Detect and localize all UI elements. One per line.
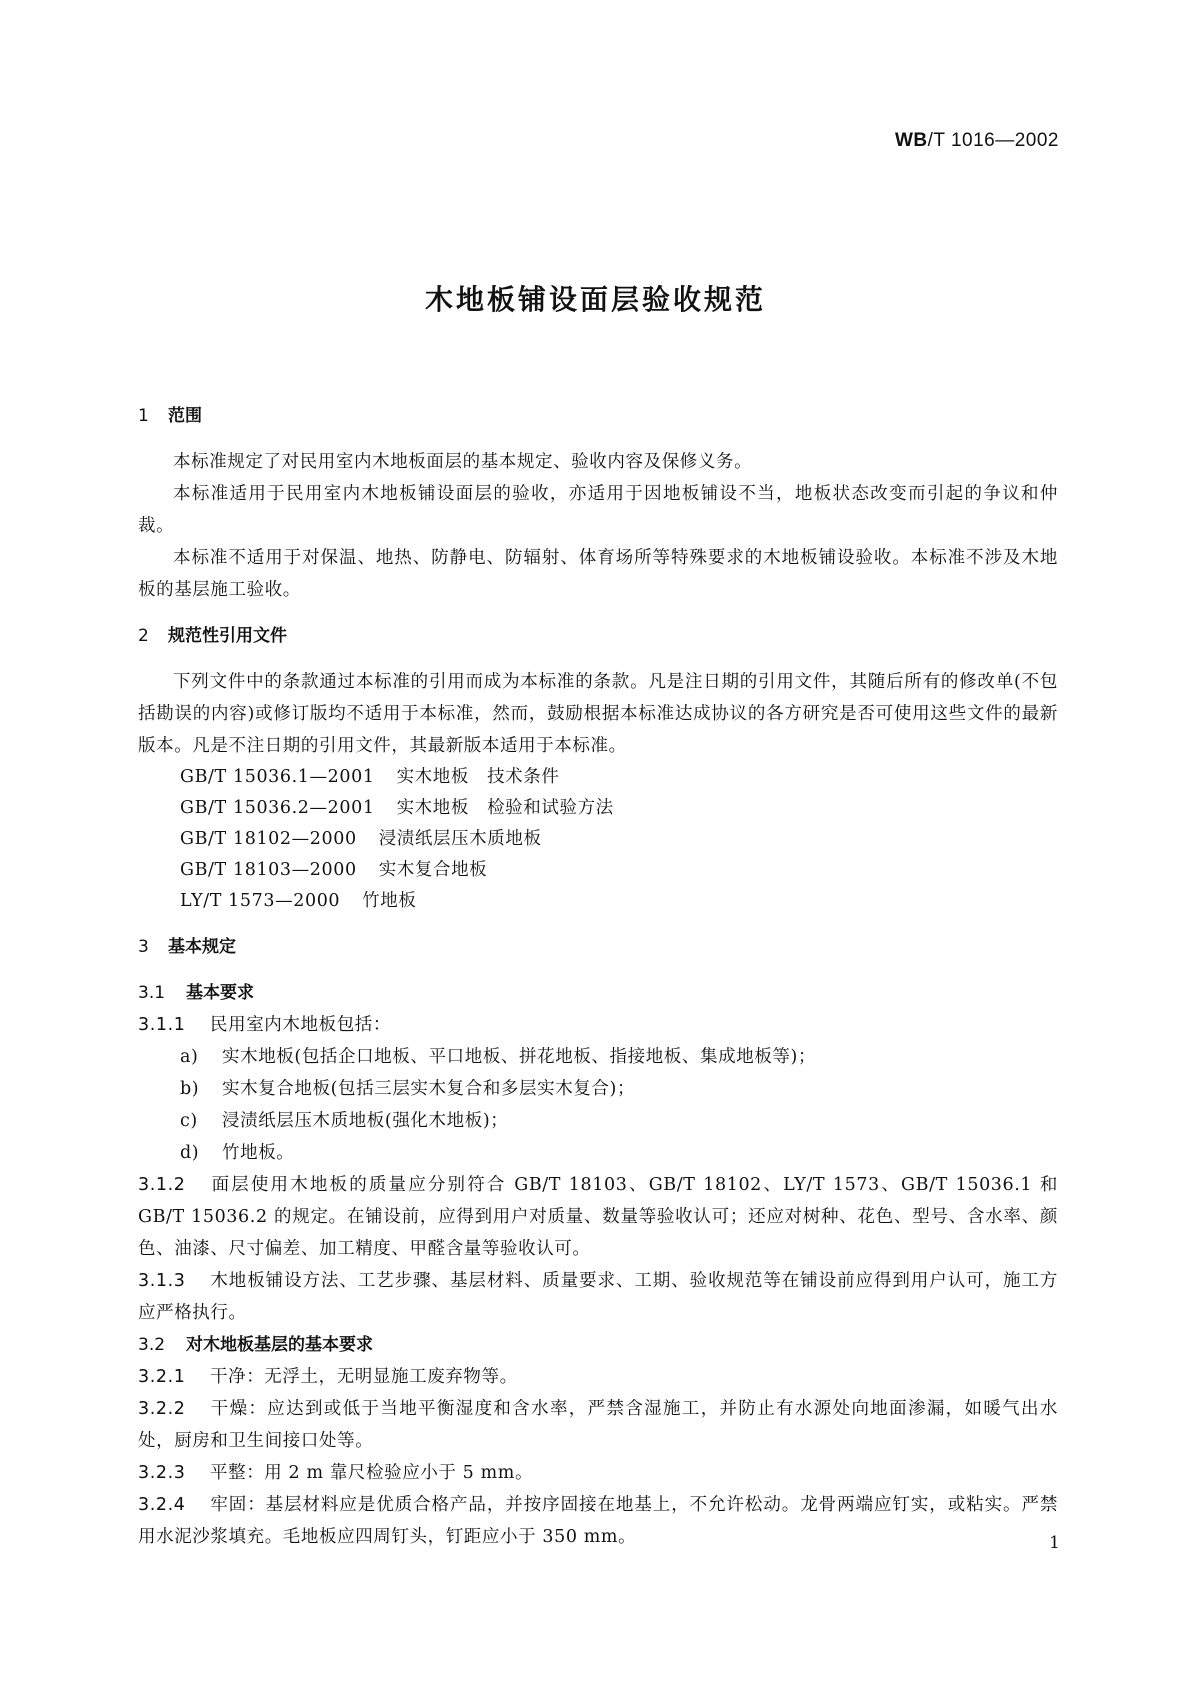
list-item: c) 浸渍纸层压木质地板(强化木地板)； bbox=[180, 1111, 509, 1131]
clause-3-1-3: 3.1.3 木地板铺设方法、工艺步骤、基层材料、质量要求、工期、验收规范等在铺设前应得到用户认可，施工方应严格执行。 bbox=[138, 1271, 1058, 1323]
document-title: 木地板铺设面层验收规范 bbox=[424, 283, 766, 316]
clause-3-2-1: 3.2.1 干净：无浮土，无明显施工废弃物等。 bbox=[138, 1367, 518, 1387]
section-2-heading: 2 规范性引用文件 bbox=[138, 626, 287, 646]
reference-item: LY/T 1573—2000 竹地板 bbox=[180, 891, 417, 911]
standard-number: /T 1016—2002 bbox=[927, 130, 1059, 151]
reference-item: GB/T 18102—2000 浸渍纸层压木质地板 bbox=[180, 829, 542, 849]
clause-3-2-3: 3.2.3 平整：用 2 m 靠尺检验应小于 5 mm。 bbox=[138, 1463, 534, 1483]
scope-paragraph-3: 本标准不适用于对保温、地热、防静电、防辐射、体育场所等特殊要求的木地板铺设验收。本标准不涉及木地板的基层施工验收。 bbox=[138, 548, 1058, 600]
standard-code bbox=[895, 130, 1059, 152]
subsection-3-2-heading: 3.2 对木地板基层的基本要求 bbox=[138, 1335, 373, 1355]
reference-item: GB/T 15036.2—2001 实木地板 检验和试验方法 bbox=[180, 798, 614, 818]
section-3-heading: 3 基本规定 bbox=[138, 937, 236, 957]
subsection-3-1-heading: 3.1 基本要求 bbox=[138, 983, 254, 1003]
clause-3-1-2: 3.1.2 面层使用木地板的质量应分别符合 GB/T 18103、GB/T 18102、LY/T 1573、GB/T 15036.1 和 GB/T 15036.2 的规定。在铺设前，应得到用户对质量、数量等验收认可；还应对树种、花色、型号、含水率、颜色、油漆、尺寸偏差、加工精度、甲醛含量等验收认可。 bbox=[138, 1175, 1058, 1259]
list-item: b) 实木复合地板(包括三层实木复合和多层实木复合)； bbox=[180, 1079, 636, 1099]
normative-references-paragraph: 下列文件中的条款通过本标准的引用而成为本标准的条款。凡是注日期的引用文件，其随后所有的修改单(不包括勘误的内容)或修订版均不适用于本标准，然而，鼓励根据本标准达成协议的各方研究是否可使用这些文件的最新版本。凡是不注日期的引用文件，其最新版本适用于本标准。 bbox=[138, 672, 1058, 756]
standard-prefix: WB bbox=[894, 130, 928, 151]
reference-item: GB/T 18103—2000 实木复合地板 bbox=[180, 860, 488, 880]
clause-3-2-2: 3.2.2 干燥：应达到或低于当地平衡湿度和含水率，严禁含湿施工，并防止有水源处向地面渗漏，如暖气出水处，厨房和卫生间接口处等。 bbox=[138, 1399, 1058, 1451]
document-body bbox=[138, 396, 1058, 1553]
list-item: a) 实木地板(包括企口地板、平口地板、拼花地板、指接地板、集成地板等)； bbox=[180, 1047, 817, 1067]
scope-paragraph-1: 本标准规定了对民用室内木地板面层的基本规定、验收内容及保修义务。 bbox=[173, 452, 753, 472]
clause-3-2-4: 3.2.4 牢固：基层材料应是优质合格产品，并按序固接在地基上，不允许松动。龙骨两端应钉实，或粘实。严禁用水泥沙浆填充。毛地板应四周钉头，钉距应小于 350 mm。 bbox=[138, 1495, 1058, 1547]
clause-3-1-1: 3.1.1 民用室内木地板包括： bbox=[138, 1015, 391, 1035]
page-number: 1 bbox=[1049, 1533, 1060, 1553]
reference-item: GB/T 15036.1—2001 实木地板 技术条件 bbox=[180, 767, 560, 787]
scope-paragraph-2: 本标准适用于民用室内木地板铺设面层的验收，亦适用于因地板铺设不当，地板状态改变而引起的争议和仲裁。 bbox=[138, 484, 1058, 536]
list-item: d) 竹地板。 bbox=[180, 1143, 295, 1163]
section-1-heading: 1 范围 bbox=[138, 406, 202, 426]
